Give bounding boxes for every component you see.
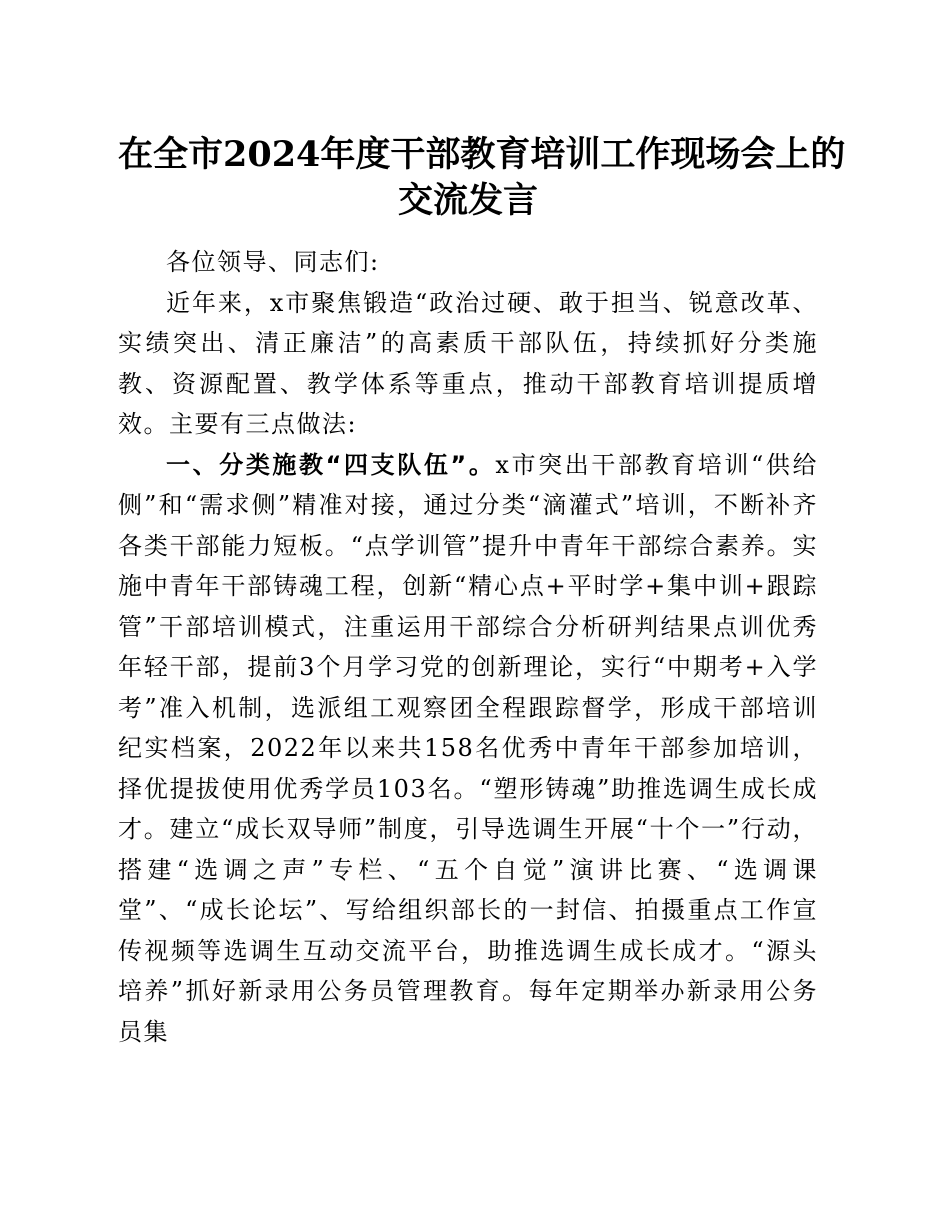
section-1-heading: 一、分类施教“四支队伍”。 [166, 450, 496, 479]
intro-paragraph: 近年来，x市聚焦锻造“政治过硬、敢于担当、锐意改革、实绩突出、清正廉洁”的高素质干部队伍，持续抓好分类施教、资源配置、教学体系等重点，推动干部教育培训提质增效。主要有三点做法: [118, 288, 818, 438]
document-body [118, 242, 818, 1052]
section-1-paragraph [118, 445, 818, 1053]
title-line-1: 在全市2024年度干部教育培训工作现场会上的 [118, 134, 846, 175]
salutation: 各位领导、同志们: [166, 248, 380, 276]
title-line-2: 交流发言 [397, 180, 538, 221]
document-title [118, 132, 846, 224]
section-1-body: x市突出干部教育培训“供给侧”和“需求侧”精准对接，通过分类“滴灌式”培训，不断补齐各类干部能力短板。“点学训管”提升中青年干部综合素养。实施中青年干部铸魂工程，创新“精心点+平时学+集中训+跟踪管”干部培训模式，注重运用干部综合分析研判结果点训优秀年轻干部，提前3个月学习党的创新理论，实行“中期考+入学考”准入机制，选派组工观察团全程跟踪督学，形成干部培训纪实档案，2022年以来共158名优秀中青年干部参加培训，择优提拔使用优秀学员103名。“塑形铸魂”助推选调生成长成才。建立“成长双导师”制度，引导选调生开展“十个一”行动，搭建“选调之声”专栏、“五个自觉”演讲比赛、“选调课堂”、“成长论坛”、写给组织部长的一封信、拍摄重点工作宣传视频等选调生互动交流平台，助推选调生成长成才。“源头培养”抓好新录用公务员管理教育。每年定期举办新录用公务员集 [118, 450, 818, 1046]
